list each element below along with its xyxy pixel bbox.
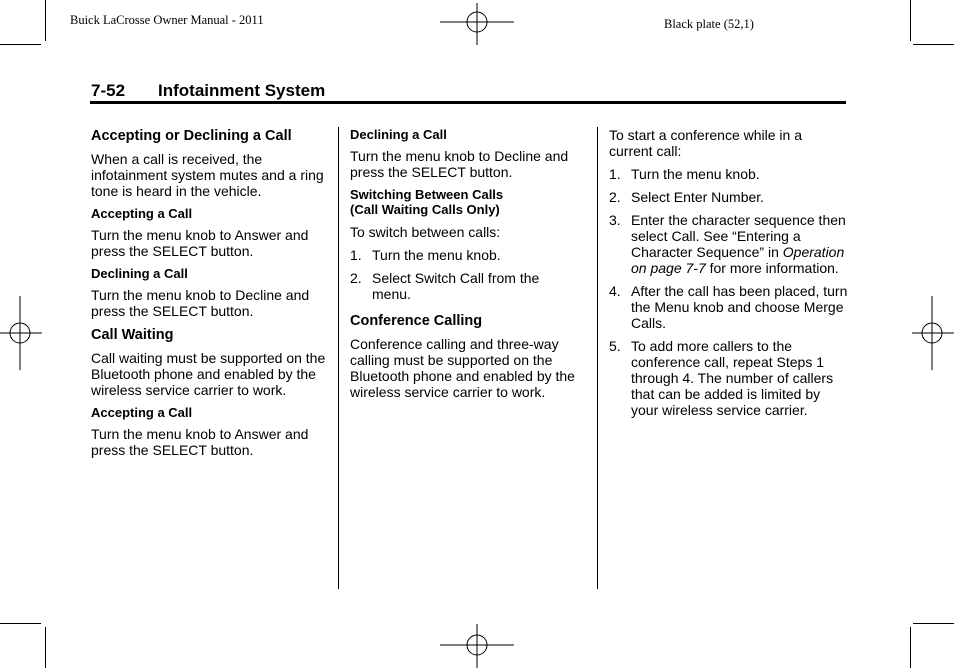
section-rule <box>90 101 846 104</box>
column-1 <box>91 127 331 465</box>
crop-mark-tl-h <box>0 44 41 45</box>
registration-mark-bottom <box>440 624 514 668</box>
paragraph-call-received: When a call is received, the infotainment system mutes and a ring tone is heard in the vehicle. <box>91 151 324 199</box>
step-number: 1. <box>350 247 362 263</box>
paragraph-conference: Conference calling and three-way calling must be supported on the Bluetooth phone and enabled by the wireless service carrier to work. <box>350 336 575 400</box>
running-header-left: Buick LaCrosse Owner Manual - 2011 <box>70 13 264 27</box>
step-text: Turn the menu knob. <box>372 247 501 263</box>
crop-mark-br-h <box>913 623 954 624</box>
crop-mark-tr-v <box>910 0 911 41</box>
step-number: 3. <box>609 212 621 228</box>
heading-switching-line-2: (Call Waiting Calls Only) <box>350 202 500 217</box>
step-number: 2. <box>609 189 621 205</box>
step-text: Select Enter Number. <box>631 189 765 205</box>
column-divider-1 <box>338 127 339 589</box>
step-text: Turn the menu knob. <box>631 166 760 182</box>
column-2 <box>350 127 590 407</box>
crop-mark-br-v <box>910 627 911 668</box>
column-3 <box>609 127 849 425</box>
heading-switching-line-1: Switching Between Calls <box>350 187 504 202</box>
heading-accepting-call: Accepting a Call <box>91 206 193 221</box>
heading-declining-call: Declining a Call <box>91 266 188 281</box>
paragraph-call-waiting: Call waiting must be supported on the Bluetooth phone and enabled by the wireless service carrier to work. <box>91 350 326 398</box>
step-text: Select Switch Call from the menu. <box>372 270 540 302</box>
step-number: 2. <box>350 270 362 286</box>
step-number: 5. <box>609 338 621 354</box>
step-number: 4. <box>609 283 621 299</box>
running-header-right: Black plate (52,1) <box>664 17 754 31</box>
paragraph-accepting: Turn the menu knob to Answer and press the SELECT button. <box>91 227 309 259</box>
registration-mark-top <box>440 3 514 45</box>
paragraph-conference-intro: To start a conference while in a current call: <box>609 127 802 159</box>
list-item <box>609 338 849 418</box>
crop-mark-tr-h <box>913 44 954 45</box>
conference-steps-list <box>609 166 849 418</box>
step-text: To add more callers to the conference call, repeat Steps 1 through 4. The number of callers that can be added is limited by your wireless service carrier. <box>631 338 834 418</box>
list-item <box>609 283 849 331</box>
heading-switching-calls <box>350 187 590 217</box>
heading-declining-call: Declining a Call <box>350 127 447 142</box>
heading-conference-calling: Conference Calling <box>350 313 483 329</box>
heading-call-waiting: Call Waiting <box>91 327 174 343</box>
heading-accepting-declining: Accepting or Declining a Call <box>91 128 292 144</box>
page-number: 7-52 <box>91 81 126 100</box>
registration-mark-right <box>912 296 954 370</box>
step-text-continued: for more information. <box>705 260 839 276</box>
step-number: 1. <box>609 166 621 182</box>
step-text: Enter the character sequence then select Call. See “Entering a Character Sequence” in <box>631 212 846 260</box>
heading-accepting-call-2: Accepting a Call <box>91 405 193 420</box>
switch-steps-list <box>350 247 590 302</box>
list-item <box>350 270 590 302</box>
crop-mark-bl-h <box>0 623 41 624</box>
crop-mark-bl-v <box>45 627 46 668</box>
list-item <box>609 212 849 276</box>
column-divider-2 <box>597 127 598 589</box>
paragraph-declining: Turn the menu knob to Decline and press the SELECT button. <box>91 287 310 319</box>
paragraph-switch-intro: To switch between calls: <box>350 224 501 240</box>
paragraph-accepting-2: Turn the menu knob to Answer and press the SELECT button. <box>91 426 309 458</box>
registration-mark-left <box>0 296 42 370</box>
crop-mark-tl-v <box>45 0 46 41</box>
paragraph-declining: Turn the menu knob to Decline and press the SELECT button. <box>350 148 569 180</box>
cross-reference-link[interactable]: Operation on page 7-7 <box>631 244 845 276</box>
list-item <box>609 166 849 182</box>
list-item <box>609 189 849 205</box>
step-text: After the call has been placed, turn the Menu knob and choose Merge Calls. <box>631 283 848 331</box>
section-title: Infotainment System <box>158 81 326 100</box>
list-item <box>350 247 590 263</box>
